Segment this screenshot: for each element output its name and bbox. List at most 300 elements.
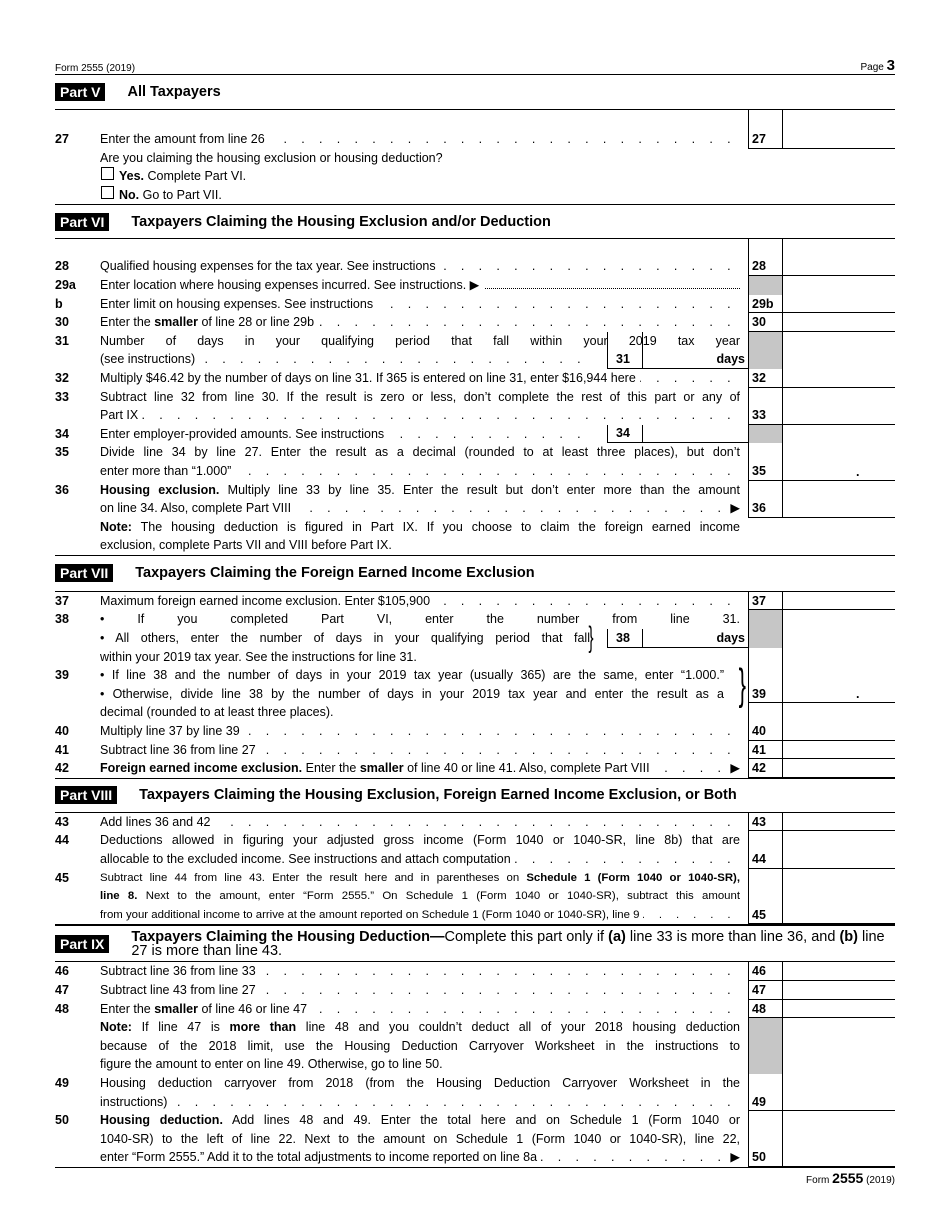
text-line	[100, 295, 740, 314]
amount-field-47[interactable]	[782, 981, 895, 1000]
line-content	[100, 648, 417, 667]
line-text	[100, 239, 748, 257]
text-run: decimal (rounded to at least three places).	[100, 705, 334, 720]
leader-text	[100, 962, 256, 981]
line-content	[100, 687, 724, 701]
amount-field-35[interactable]	[782, 443, 895, 480]
line-text	[100, 592, 748, 611]
line-content	[100, 1076, 740, 1090]
box-label: 33	[749, 406, 782, 425]
box-label: 30	[749, 313, 782, 332]
text-line	[100, 1037, 740, 1056]
line-text	[100, 962, 748, 981]
box-column	[748, 369, 782, 388]
line-text	[100, 722, 748, 741]
text-run: line 33 is more than line 36, and	[625, 928, 840, 945]
inline-box-label: 38	[608, 629, 643, 647]
leader-text	[100, 1148, 537, 1167]
line-number	[55, 1018, 100, 1074]
text-run: Go to Part VII.	[139, 187, 222, 202]
line-text	[100, 313, 748, 332]
shaded-cell	[749, 332, 782, 369]
line-content	[100, 1039, 740, 1053]
bold-text: No.	[119, 187, 140, 202]
text-row	[55, 518, 895, 555]
text-run: Enter location where housing expenses incurred. See instructions. ▶	[100, 277, 480, 292]
line-41-row	[55, 741, 895, 760]
line-text	[100, 869, 748, 925]
text-run: If line 47 is	[131, 1020, 230, 1035]
text-run: • All others, enter the number of days in your qualifying period that fall	[100, 631, 590, 646]
line-number: 41	[55, 742, 69, 757]
dot-leader	[388, 425, 586, 444]
line-text	[100, 369, 748, 388]
amount-entry[interactable]	[783, 443, 895, 480]
amount-entry[interactable]	[783, 592, 895, 611]
text-line	[100, 685, 724, 704]
box-label: 36	[749, 499, 782, 518]
text-line	[100, 462, 740, 481]
text-run: enter “Form 2555.” Add it to the total adjustments to income reported on line 8a	[100, 1150, 538, 1165]
text-line	[100, 313, 740, 332]
amount-entry[interactable]	[783, 831, 895, 868]
amount-entry[interactable]	[783, 869, 895, 925]
footer-form-label: Form	[806, 1174, 830, 1186]
text-line	[100, 1111, 740, 1130]
dot-leader	[640, 369, 736, 388]
dot-leader	[260, 741, 736, 760]
line-content	[100, 390, 740, 404]
amount-field-40[interactable]	[782, 722, 895, 741]
checkbox[interactable]	[101, 167, 114, 180]
amount-entry[interactable]	[783, 759, 895, 778]
box-column	[748, 276, 782, 295]
box-column	[748, 313, 782, 332]
part-heading-part-vi	[55, 204, 895, 239]
page-footer	[55, 1167, 895, 1186]
line-text	[100, 130, 748, 149]
line-text	[100, 149, 748, 168]
text-run: allocable to the excluded income. See instructions and attach computation	[100, 852, 511, 867]
amount-entry[interactable]	[783, 722, 895, 741]
text-run: Enter the	[302, 761, 360, 776]
line-content	[100, 536, 392, 555]
line-content	[119, 167, 246, 186]
amount-entry[interactable]	[783, 481, 895, 518]
shaded-cell	[749, 425, 782, 444]
text-line	[100, 388, 740, 407]
bold-text: Taxpayers Claiming the Foreign Earned Income Exclusion	[135, 565, 535, 582]
line-text	[100, 1111, 748, 1167]
text-run: Enter the amount from line 26	[100, 132, 265, 146]
part-title	[139, 788, 737, 802]
amount-entry[interactable]	[783, 1111, 895, 1167]
line-number: 34	[55, 426, 69, 441]
line-number: 36	[55, 482, 69, 497]
amount-entry[interactable]	[783, 813, 895, 832]
amount-field-36[interactable]	[782, 481, 895, 518]
amount-column	[782, 425, 895, 444]
box-label: 48	[749, 1000, 782, 1019]
text-line	[100, 1130, 740, 1149]
box-column	[748, 388, 782, 425]
arrow-icon: ▶	[730, 1150, 740, 1165]
brace-icon: }	[588, 621, 594, 655]
text-line	[100, 130, 740, 149]
text-line	[100, 592, 740, 611]
leader-text	[100, 1000, 307, 1019]
inline-entry-box-38[interactable]	[588, 621, 748, 655]
amount-field-46[interactable]	[782, 962, 895, 981]
line-text	[100, 759, 748, 778]
line-number: b	[55, 296, 63, 311]
arrow-icon: ▶	[730, 501, 740, 516]
text-run: Multiply line 33 by line 35. Enter the result but don’t enter more than the amount	[219, 482, 740, 497]
text-line	[100, 1093, 740, 1112]
bold-text: Housing deduction.	[100, 1113, 223, 1128]
amount-field-49[interactable]	[782, 1074, 895, 1111]
amount-entry[interactable]	[783, 388, 895, 425]
leader-text	[100, 425, 384, 444]
inline-entry-box-34[interactable]	[607, 425, 748, 444]
dot-leader	[311, 1000, 736, 1019]
bold-text: Taxpayers Claiming the Housing Exclusion and/or Deduction	[131, 213, 551, 230]
footer-year: (2019)	[866, 1174, 895, 1186]
dot-leader	[235, 462, 736, 481]
part-heading-part-v	[55, 74, 895, 110]
text-run: Qualified housing expenses for the tax year. See instructions	[100, 259, 436, 274]
line-content	[100, 483, 740, 497]
text-run: of line 46 or line 47	[197, 1001, 308, 1016]
line-number	[55, 518, 100, 555]
amount-entry[interactable]	[783, 313, 895, 332]
box-label: 45	[749, 906, 782, 925]
bold-text: Foreign earned income exclusion.	[100, 761, 303, 776]
box-column	[748, 239, 782, 257]
bold-text: smaller	[154, 315, 198, 330]
line-number	[55, 167, 100, 186]
leader-text	[100, 813, 211, 832]
line-text	[100, 741, 748, 760]
line-number: 29a	[55, 277, 76, 292]
line-text	[100, 186, 748, 205]
box-column	[748, 831, 782, 868]
text-line	[100, 369, 740, 388]
line-29b-row	[55, 295, 895, 314]
text-run: • Otherwise, divide line 38 by the number of days in your 2019 tax year and enter the result as a	[100, 686, 724, 701]
dot-leader	[440, 257, 736, 276]
leader-text	[100, 850, 511, 869]
line-text	[100, 813, 748, 832]
line-48-row	[55, 1000, 895, 1019]
text-line	[100, 962, 740, 981]
bold-text: Note:	[100, 1020, 132, 1035]
footer-form-number: 2555	[832, 1169, 864, 1186]
box-label: 47	[749, 981, 782, 1000]
text-line	[100, 406, 740, 425]
text-line	[100, 443, 740, 462]
text-line	[100, 648, 740, 667]
line-content	[100, 149, 443, 168]
line-content	[100, 1132, 740, 1146]
decimal-point: .	[856, 687, 860, 702]
amount-field-30[interactable]	[782, 313, 895, 332]
amount-field-43[interactable]	[782, 813, 895, 832]
decimal-point: .	[856, 464, 860, 479]
text-line	[100, 869, 740, 888]
box-column	[748, 610, 782, 666]
amount-entry[interactable]	[783, 295, 895, 314]
line-29a-row	[55, 276, 895, 295]
amount-field-45[interactable]	[782, 869, 895, 925]
amount-entry[interactable]	[783, 962, 895, 981]
part-label: Part V	[55, 83, 105, 101]
line-text	[100, 257, 748, 276]
box-label: 35	[749, 462, 782, 481]
text-row	[55, 149, 895, 168]
leader-text	[100, 406, 138, 425]
text-run: figure the amount to enter on line 49. Otherwise, go to line 50.	[100, 1057, 443, 1072]
page-label: Page	[860, 62, 884, 73]
text-run: Enter limit on housing expenses. See instructions	[100, 296, 374, 311]
dot-leader	[171, 1093, 736, 1112]
amount-entry[interactable]	[783, 1074, 895, 1111]
amount-field-42[interactable]	[782, 759, 895, 778]
text-row	[55, 167, 895, 186]
amount-field-48[interactable]	[782, 1000, 895, 1019]
page-num: 3	[886, 57, 895, 74]
text-line	[100, 1074, 740, 1093]
line-text	[100, 981, 748, 1000]
text-run: Subtract line 43 from line 27	[100, 983, 256, 998]
leader-text	[100, 369, 636, 388]
line-number: 32	[55, 370, 69, 385]
amount-field-41[interactable]	[782, 741, 895, 760]
line-text	[100, 425, 748, 444]
line-text	[100, 610, 748, 666]
part-title	[127, 85, 220, 99]
location-input[interactable]	[485, 276, 740, 289]
checkbox[interactable]	[101, 186, 114, 199]
amount-entry[interactable]	[783, 257, 895, 276]
amount-field-50[interactable]	[782, 1111, 895, 1167]
line-39-row	[55, 660, 895, 722]
amount-entry[interactable]	[783, 741, 895, 760]
amount-field-44[interactable]	[782, 831, 895, 868]
line-number: 37	[55, 593, 69, 608]
box-label: 49	[749, 1093, 782, 1112]
line-content	[100, 612, 740, 626]
box-column	[748, 722, 782, 741]
text-line	[100, 906, 740, 925]
box-column	[748, 295, 782, 314]
text-row	[55, 186, 895, 205]
line-text	[100, 388, 748, 425]
text-line	[100, 722, 740, 741]
box-column	[748, 1000, 782, 1019]
shaded-cell	[749, 276, 782, 295]
leader-text	[100, 722, 240, 741]
bold-text: Yes.	[119, 169, 145, 184]
leader-text	[100, 295, 373, 314]
line-number: 28	[55, 259, 69, 274]
text-run: because of the 2018 limit, use the Housing Deduction Carryover Worksheet in the instructions to	[100, 1038, 740, 1053]
shaded-cell	[749, 610, 782, 647]
text-line	[100, 703, 724, 722]
dot-leader	[215, 813, 736, 832]
box-column	[748, 1074, 782, 1111]
page-number	[861, 57, 895, 74]
line-47-row	[55, 981, 895, 1000]
part-label: Part VII	[55, 564, 113, 582]
amount-entry[interactable]	[783, 369, 895, 388]
amount-field-27[interactable]	[782, 130, 895, 149]
text-line	[100, 850, 740, 869]
line-text	[100, 660, 748, 722]
leader-text	[100, 1093, 167, 1112]
amount-field-37[interactable]	[782, 592, 895, 611]
amount-entry[interactable]	[783, 1000, 895, 1019]
box-label: 37	[749, 592, 782, 611]
line-number: 33	[55, 389, 69, 404]
text-line	[100, 518, 740, 537]
amount-column	[782, 276, 895, 295]
text-run: • If you completed Part VI, enter the number from line 31.	[100, 612, 740, 627]
bold-text: Housing exclusion.	[100, 482, 220, 497]
bold-text: Note:	[100, 519, 132, 534]
line-content	[100, 1113, 740, 1127]
days-unit-label: days	[716, 351, 745, 366]
line-text	[100, 295, 748, 314]
box-column	[748, 869, 782, 925]
amount-field-32[interactable]	[782, 369, 895, 388]
amount-entry[interactable]	[783, 666, 895, 703]
line-46-row	[55, 962, 895, 981]
text-run: Subtract line 36 from line 27	[100, 742, 256, 757]
amount-field-33[interactable]	[782, 388, 895, 425]
line-50-row	[55, 1111, 895, 1167]
text-line	[100, 167, 740, 186]
box-label: 27	[749, 130, 782, 149]
part-title	[131, 930, 895, 958]
text-run: Complete Part VI.	[144, 169, 247, 184]
text-run: Enter the	[100, 315, 155, 330]
page-header	[55, 52, 895, 74]
dot-leader	[199, 350, 586, 369]
text-line	[100, 666, 724, 685]
box-label: 32	[749, 369, 782, 388]
line-number	[55, 149, 100, 168]
text-run: Subtract line 32 from line 30. If the result is zero or less, don’t complete the rest of this part or any of	[100, 389, 740, 404]
part-title	[131, 215, 551, 229]
text-run: (see instructions)	[100, 352, 196, 367]
line-content	[100, 1055, 443, 1074]
bold-text: Taxpayers Claiming the Housing Deduction—	[131, 928, 445, 945]
text-line	[100, 887, 740, 906]
box-label: 44	[749, 850, 782, 869]
text-line	[100, 1018, 740, 1037]
amount-field-28[interactable]	[782, 257, 895, 276]
text-run: within your 2019 tax year. See the instructions for line 31.	[100, 649, 417, 664]
box-label: 39	[749, 685, 782, 704]
text-run: Divide line 34 by line 27. Enter the result as a decimal (rounded to at least three places), but don’t	[100, 445, 740, 460]
dot-leader	[541, 1148, 726, 1167]
text-run: Deductions allowed in figuring your adjusted gross income (Form 1040 or 1040-SR, line 8b) that are	[100, 833, 740, 848]
dot-leader	[643, 906, 736, 925]
amount-entry[interactable]	[783, 981, 895, 1000]
text-line	[100, 1000, 740, 1019]
line-content	[100, 276, 479, 295]
dot-leader	[295, 499, 726, 518]
text-line	[100, 499, 740, 518]
box-column	[748, 443, 782, 480]
box-label: 28	[749, 257, 782, 276]
text-run: line 48 and you couldn’t deduct all of your 2018 housing deduction	[296, 1020, 740, 1035]
text-line	[100, 149, 740, 168]
box-label: 29b	[749, 295, 782, 314]
dot-leader	[434, 592, 736, 611]
amount-entry[interactable]	[783, 130, 895, 149]
bold-text: smaller	[154, 1001, 198, 1016]
text-run: Complete this part only if	[444, 928, 609, 945]
line-32-row	[55, 369, 895, 388]
box-column	[748, 257, 782, 276]
text-run: Next to the amount, enter “Form 2555.” On Schedule 1 (Form 1040 or 1040-SR), subtract this amount	[137, 890, 740, 903]
text-line	[100, 257, 740, 276]
text-line	[100, 536, 740, 555]
line-36-row	[55, 481, 895, 518]
shaded-cell	[749, 1018, 782, 1074]
text-line	[100, 741, 740, 760]
amount-column	[782, 110, 895, 130]
part-heading-part-viii	[55, 778, 895, 813]
line-45-row	[55, 869, 895, 925]
text-line	[100, 1148, 740, 1167]
line-text	[100, 831, 748, 868]
amount-column	[782, 610, 895, 666]
line-text	[100, 518, 748, 555]
box-column	[748, 759, 782, 778]
bold-text: All Taxpayers	[127, 84, 221, 100]
dot-leader	[142, 406, 736, 425]
line-text	[100, 167, 748, 186]
line-content	[100, 872, 740, 884]
line-text	[100, 110, 748, 130]
part-label: Part VI	[55, 213, 109, 231]
text-run: Enter employer-provided amounts. See instructions	[100, 426, 385, 441]
line-text	[100, 1000, 748, 1019]
line-text	[100, 332, 748, 369]
line-content	[100, 833, 740, 847]
text-run: Enter the	[100, 1001, 155, 1016]
inline-entry-box-31[interactable]	[607, 332, 748, 369]
box-label: 41	[749, 741, 782, 760]
dot-leader	[244, 722, 736, 741]
box-label: 50	[749, 1148, 782, 1167]
text-run: of line 28 or line 29b	[197, 315, 315, 330]
line-43-row	[55, 813, 895, 832]
text-run: Multiply line 37 by line 39	[100, 724, 240, 739]
dot-leader	[515, 850, 736, 869]
amount-field-29b[interactable]	[782, 295, 895, 314]
text-line	[100, 610, 740, 629]
text-run: Add lines 36 and 42	[100, 814, 211, 829]
amount-field-39[interactable]	[782, 666, 895, 722]
text-run: Number of days in your qualifying period that fall within your 2019 tax year	[100, 333, 740, 348]
arrow-icon: ▶	[730, 761, 740, 776]
form-id: Form 2555 (2019)	[55, 63, 136, 74]
line-38-row	[55, 610, 895, 666]
